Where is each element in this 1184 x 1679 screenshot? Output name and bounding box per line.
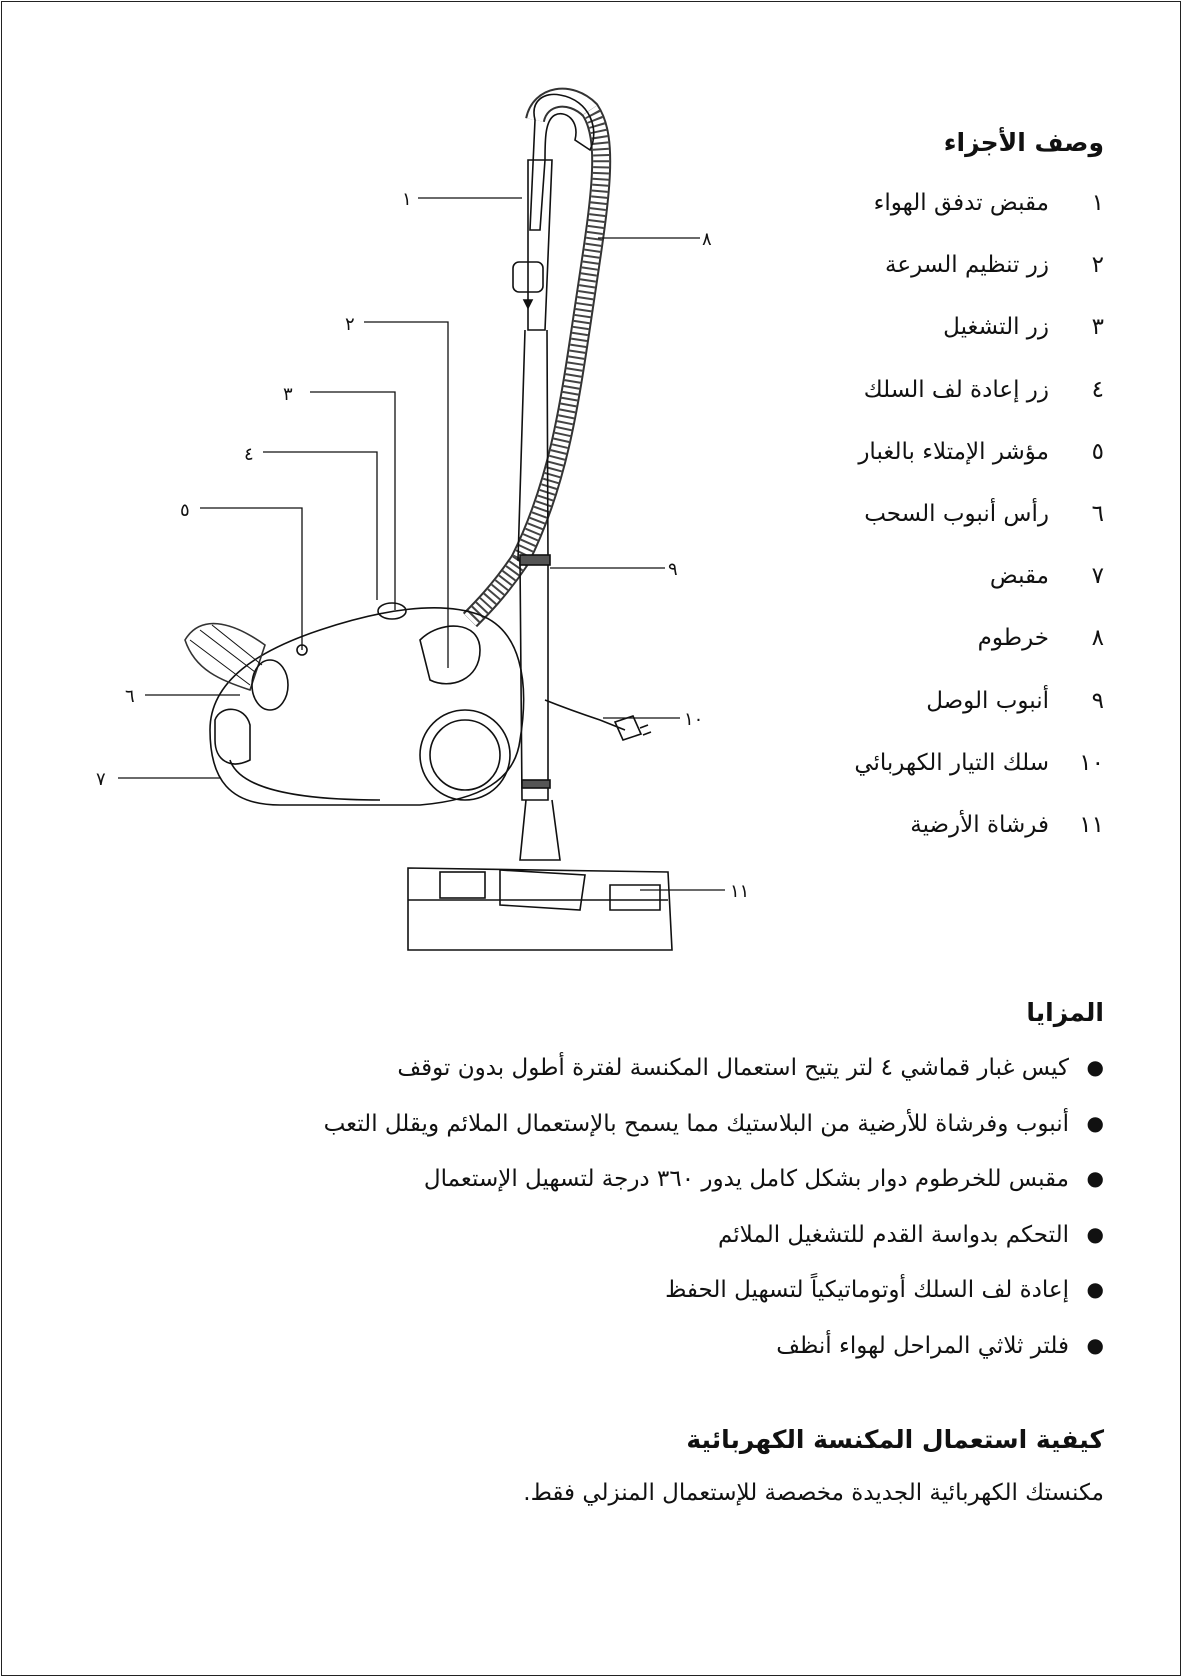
callout-3: ٣ [283, 384, 293, 405]
parts-list-item [704, 501, 1104, 563]
feature-text: إعادة لف السلك أوتوماتيكياً لتسهيل الحفظ [665, 1277, 1069, 1303]
parts-list-item [704, 190, 1104, 252]
bullet-icon: ● [1086, 1332, 1104, 1357]
part-number: ١٠ [1079, 749, 1104, 776]
part-number: ٤ [1091, 376, 1104, 403]
part-label: خرطوم [977, 625, 1049, 652]
part-label: أنبوب الوصل [926, 687, 1049, 714]
parts-list-item [704, 625, 1104, 687]
suction-head-illustration [185, 624, 288, 710]
features-title: المزايا [1026, 998, 1104, 1027]
callout-6: ٦ [125, 686, 135, 707]
bullet-icon: ● [1086, 1166, 1104, 1190]
part-label: مقبض تدفق الهواء [873, 190, 1049, 216]
callout-9: ٩ [668, 559, 678, 580]
parts-list-item [704, 377, 1104, 439]
callout-10: ١٠ [684, 709, 704, 730]
part-number: ٩ [1091, 687, 1104, 714]
part-number: ٢ [1091, 252, 1104, 279]
features-list [224, 1055, 1104, 1388]
bullet-icon: ● [1086, 1221, 1104, 1246]
usage-text: مكنستك الكهربائية الجديدة مخصصة للإستعمال المنزلي فقط. [523, 1480, 1104, 1506]
floor-brush-illustration [408, 868, 672, 950]
callout-lines [118, 198, 725, 890]
parts-list-item [704, 812, 1104, 874]
part-label: زر إعادة لف السلك [863, 376, 1049, 403]
callout-8: ٨ [702, 229, 712, 250]
feature-text: فلتر ثلاثي المراحل لهواء أنظف [776, 1332, 1069, 1359]
part-number: ٨ [1091, 625, 1104, 652]
hose-illustration [470, 98, 601, 620]
bullet-icon: ● [1086, 1110, 1104, 1135]
parts-list-item [704, 688, 1104, 750]
body-illustration [210, 603, 524, 805]
parts-list-item [704, 439, 1104, 501]
feature-text: التحكم بدواسة القدم للتشغيل الملائم [717, 1221, 1069, 1248]
power-cord-illustration [545, 700, 651, 740]
parts-list-item [704, 563, 1104, 625]
feature-text: مقبس للخرطوم دوار بشكل كامل يدور ٣٦٠ درجة لتسهيل الإستعمال [423, 1166, 1069, 1192]
part-number: ٦ [1091, 500, 1104, 527]
parts-list-item [704, 314, 1104, 376]
part-number: ٧ [1091, 563, 1104, 590]
part-label: زر تنظيم السرعة [885, 252, 1049, 279]
callout-4: ٤ [244, 444, 254, 465]
part-label: زر التشغيل [943, 314, 1049, 341]
callout-11: ١١ [730, 881, 750, 902]
feature-item [224, 1333, 1104, 1389]
part-number: ٥ [1091, 438, 1104, 465]
part-label: رأس أنبوب السحب [864, 500, 1049, 527]
part-label: سلك التيار الكهربائي [854, 749, 1049, 776]
bullet-icon: ● [1086, 1055, 1104, 1079]
tube-illustration [518, 330, 560, 860]
part-number: ١١ [1079, 811, 1104, 838]
feature-text: أنبوب وفرشاة للأرضية من البلاستيك مما يسمح بالإستعمال الملائم ويقلل التعب [323, 1110, 1069, 1137]
parts-list-item [704, 750, 1104, 812]
part-label: مقبض [989, 563, 1049, 590]
callout-2: ٢ [345, 314, 355, 335]
part-number: ٣ [1091, 314, 1104, 341]
callout-5: ٥ [180, 500, 190, 521]
parts-title: وصف الأجزاء [943, 128, 1104, 157]
callout-1: ١ [402, 189, 412, 210]
feature-text: كيس غبار قماشي ٤ لتر يتيح استعمال المكنسة لفترة أطول بدون توقف [397, 1055, 1069, 1081]
feature-item [224, 1111, 1104, 1167]
usage-title: كيفية استعمال المكنسة الكهربائية [686, 1425, 1104, 1454]
callout-7: ٧ [96, 769, 106, 790]
feature-item [224, 1277, 1104, 1333]
feature-item [224, 1222, 1104, 1278]
part-label: مؤشر الإمتلاء بالغبار [858, 438, 1049, 465]
part-label: فرشاة الأرضية [910, 811, 1049, 838]
parts-list-item [704, 252, 1104, 314]
part-number: ١ [1091, 190, 1104, 216]
parts-list [704, 190, 1104, 874]
feature-item [224, 1055, 1104, 1111]
feature-item [224, 1166, 1104, 1222]
bullet-icon: ● [1086, 1277, 1104, 1301]
